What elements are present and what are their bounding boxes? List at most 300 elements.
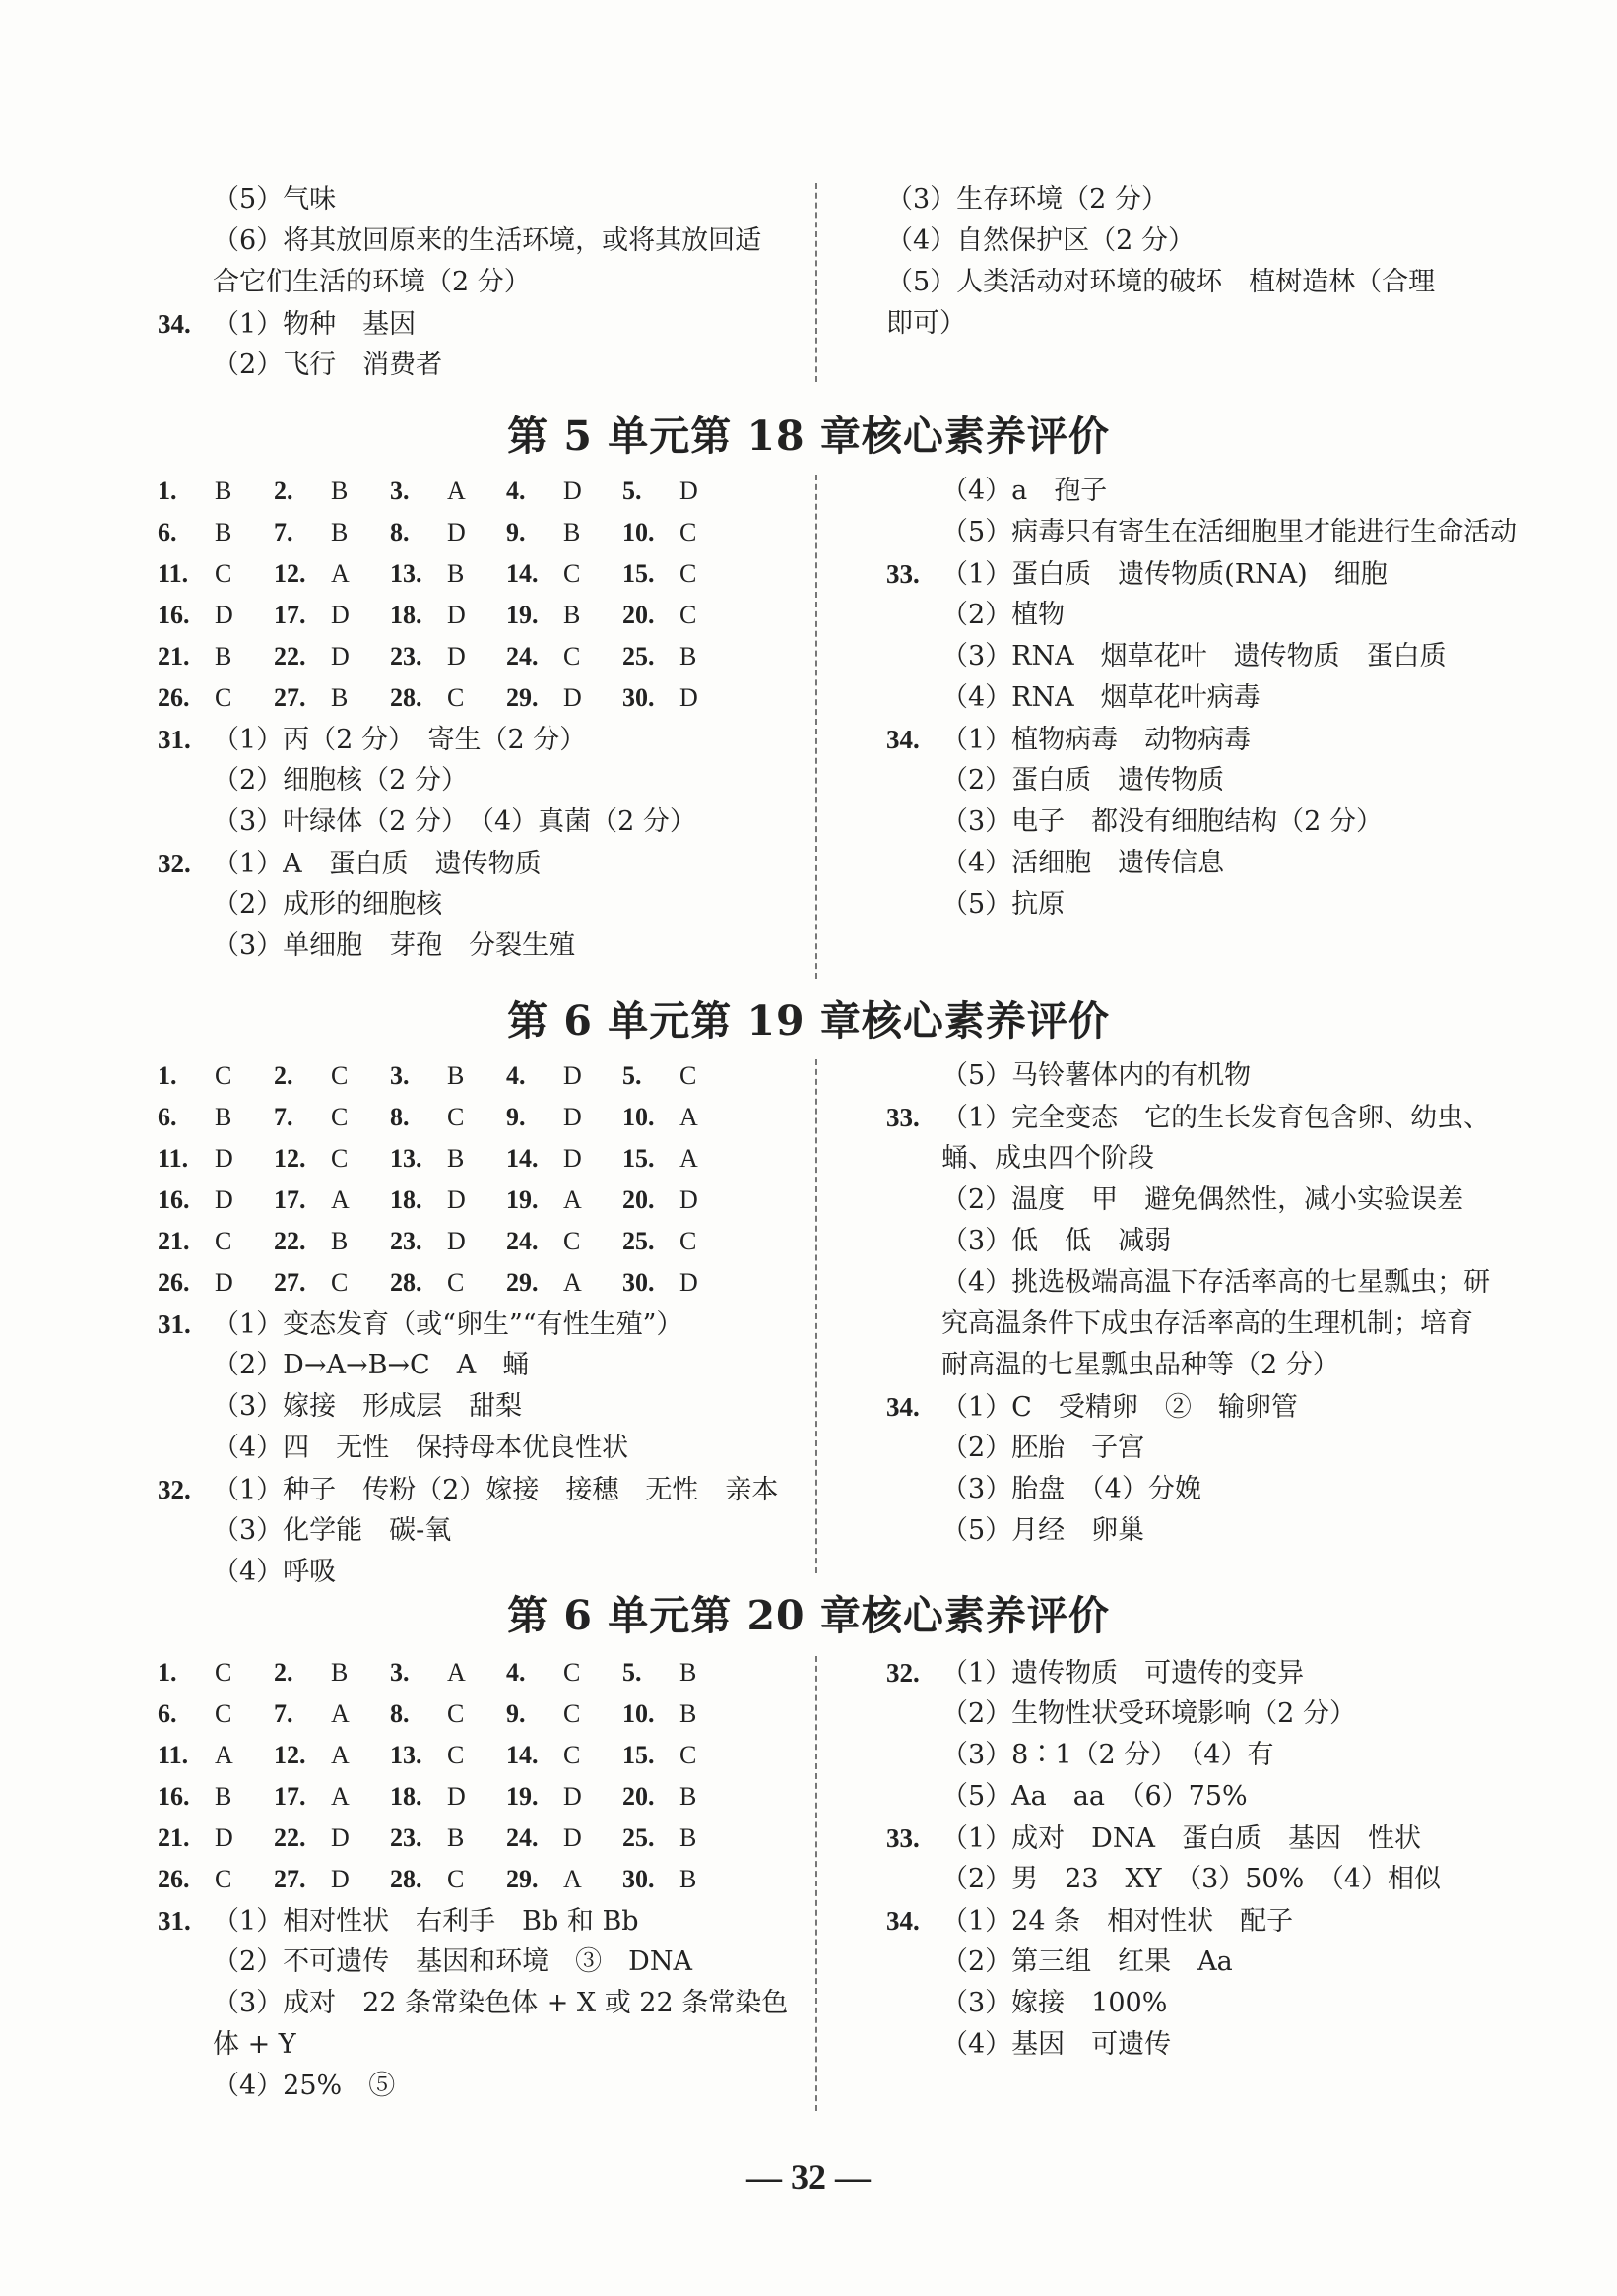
answer-text: （2）温度 甲 避免偶然性，减小实验误差 [941,1184,1464,1215]
mc-choice: B [331,518,349,546]
mc-question-number: 26. [158,683,190,712]
mc-choice: C [215,559,232,588]
answer-line [158,719,788,760]
question-number: 31. [158,1906,191,1936]
mc-row [158,636,788,677]
section-title-ch20: 第 6 单元第 20 章核心素养评价 [507,1592,1110,1639]
mc-question-number: 13. [390,1144,422,1173]
mc-answer [622,1097,739,1138]
mc-choice: C [331,1103,349,1131]
mc-choice: B [447,1144,465,1173]
mc-choice: B [679,1782,697,1811]
mc-question-number: 18. [390,1185,422,1214]
mc-choice: B [563,601,581,629]
mc-choice: D [563,477,582,505]
mc-answer [506,1859,622,1900]
section-ch20 [158,1652,1477,2115]
mc-question-number: 30. [622,1268,655,1297]
mc-answer [274,1180,390,1221]
mc-answer [158,1776,274,1818]
mc-question-number: 5. [622,477,642,505]
question-number: 32. [158,849,191,878]
answer-text: （5）病毒只有寄生在活细胞里才能进行生命活动 [941,517,1518,547]
mc-row [158,1735,788,1776]
answer-text: （1）丙（2 分） 寄生（2 分） [213,725,587,755]
mc-choice: C [679,1061,697,1090]
mc-choice: B [563,518,581,546]
answer-line [158,2066,788,2107]
mc-choice: B [679,1699,697,1728]
mc-question-number: 10. [622,1103,655,1131]
ch19-right-column [886,1055,1497,1552]
ch20-right-column [886,1652,1497,2066]
mc-choice: D [563,1144,582,1173]
mc-question-number: 8. [390,1699,410,1728]
mc-question-number: 24. [506,1823,539,1852]
answer-line [886,1859,1497,1900]
mc-choice: A [447,477,466,505]
mc-choice: D [215,1823,233,1852]
mc-choice: C [215,683,232,712]
mc-choice: D [215,601,233,629]
mc-question-number: 25. [622,1823,655,1852]
mc-choice: C [679,559,697,588]
answer-line [158,1983,788,2024]
answer-line [886,1345,1497,1386]
mc-choice: D [447,1782,466,1811]
answer-text: （3）胎盘 （4）分娩 [941,1474,1201,1504]
mc-question-number: 12. [274,1144,306,1173]
mc-question-number: 3. [390,1061,410,1090]
column-divider [815,475,817,979]
answer-line [886,1180,1497,1221]
mc-question-number: 19. [506,1782,539,1811]
mc-answer [274,1693,390,1735]
answer-line [158,1900,788,1942]
mc-question-number: 17. [274,601,306,629]
mc-answers [158,1055,788,1304]
answer-line [886,1428,1497,1469]
mc-choice: B [215,1782,232,1811]
answer-line [886,512,1518,553]
mc-choice: C [447,1699,465,1728]
answer-text: （1）植物病毒 动物病毒 [941,725,1252,755]
mc-row [158,595,788,636]
mc-choice: D [331,601,350,629]
mc-answer [622,1262,739,1304]
mc-answer [506,1818,622,1859]
mc-question-number: 28. [390,1268,422,1297]
section-ch19 [158,1055,1491,1587]
mc-question-number: 4. [506,477,526,505]
answer-line [886,843,1497,884]
answer-text: （3）叶绿体（2 分） （4）真菌（2 分） [213,806,696,837]
mc-choice: C [331,1061,349,1090]
mc-choice: C [215,1658,232,1687]
mc-question-number: 7. [274,1103,293,1131]
mc-choice: B [679,1658,697,1687]
answer-line [158,760,788,801]
mc-question-number: 8. [390,518,410,546]
mc-answer [390,1180,506,1221]
mc-question-number: 10. [622,1699,655,1728]
answer-line [158,1345,788,1386]
mc-question-number: 29. [506,1268,539,1297]
answer-text: （1）成对 DNA 蛋白质 基因 性状 [941,1823,1421,1854]
mc-choice: C [447,1741,465,1769]
answer-text: （1）24 条 相对性状 配子 [941,1906,1294,1937]
mc-question-number: 1. [158,477,177,505]
mc-answer [274,471,390,512]
answer-text: （2）生物性状受环境影响（2 分） [941,1698,1356,1729]
mc-answer [274,636,390,677]
answer-line [886,1983,1497,2024]
mc-choice: D [447,642,466,670]
answer-text: （3）嫁接 100% [941,1988,1168,2018]
mc-choice: C [563,1227,581,1255]
mc-answer [274,1652,390,1693]
mc-choice: C [215,1227,232,1255]
mc-question-number: 11. [158,559,189,588]
mc-question-number: 27. [274,683,306,712]
mc-choice: C [563,1658,581,1687]
mc-question-number: 6. [158,1103,177,1131]
mc-question-number: 14. [506,1741,539,1769]
answer-text: （1）种子 传粉（2）嫁接 接穗 无性 亲本 [213,1475,779,1505]
mc-answer [390,1221,506,1262]
answer-text: （5）马铃薯体内的有机物 [941,1060,1252,1091]
answer-text: （2）第三组 红果 Aa [941,1946,1233,1977]
mc-question-number: 23. [390,642,422,670]
answer-text: （1）完全变态 它的生长发育包含卵、幼虫、 [941,1103,1491,1133]
mc-answer [506,1693,622,1735]
mc-answer [390,1262,506,1304]
mc-question-number: 27. [274,1268,306,1297]
answer-text: （4）呼吸 [213,1557,337,1587]
mc-answer [390,512,506,553]
mc-answer [390,1735,506,1776]
mc-question-number: 26. [158,1865,190,1893]
mc-question-number: 8. [390,1103,410,1131]
mc-answer [506,595,622,636]
mc-question-number: 10. [622,518,655,546]
mc-choice: C [447,1865,465,1893]
answer-line [158,345,788,386]
answer-text: 耐高温的七星瓢虫品种等（2 分） [941,1350,1339,1380]
column-divider [815,1656,817,2111]
mc-choice: D [679,683,698,712]
mc-question-number: 20. [622,601,655,629]
mc-question-number: 17. [274,1782,306,1811]
mc-question-number: 15. [622,559,655,588]
mc-question-number: 9. [506,518,526,546]
mc-question-number: 24. [506,642,539,670]
mc-row [158,512,788,553]
mc-choice: C [447,1103,465,1131]
mc-question-number: 29. [506,1865,539,1893]
answer-text: （5）抗原 [941,889,1066,920]
answer-line [886,1386,1497,1428]
mc-question-number: 20. [622,1782,655,1811]
ch20-left-column [158,1652,788,2107]
mc-answer [158,553,274,595]
answer-text: （3）RNA 烟草花叶 遗传物质 蛋白质 [941,641,1447,671]
mc-answer [158,1097,274,1138]
answer-line [158,1304,788,1345]
mc-answer [274,1859,390,1900]
mc-answer [506,1055,622,1097]
mc-choice: C [679,601,697,629]
mc-answer [390,1859,506,1900]
mc-answer [158,595,274,636]
mc-question-number: 2. [274,1658,293,1687]
mc-answer [274,1262,390,1304]
answer-line [158,925,788,967]
mc-answer [390,677,506,719]
mc-answer [390,1818,506,1859]
mc-answer [158,512,274,553]
mc-answer [506,1652,622,1693]
mc-question-number: 12. [274,559,306,588]
mc-choice: D [563,1103,582,1131]
mc-choice: A [447,1658,466,1687]
answer-line [886,1138,1497,1180]
mc-answer [274,1097,390,1138]
mc-answer [506,1221,622,1262]
mc-choice: C [563,642,581,670]
mc-answer [622,1221,739,1262]
answer-text: （2）胚胎 子宫 [941,1433,1145,1463]
mc-answer [622,1818,739,1859]
question-number: 33. [886,1823,920,1853]
mc-row [158,1818,788,1859]
mc-answer [622,1776,739,1818]
answer-text: （1）相对性状 右利手 Bb 和 Bb [213,1906,639,1937]
mc-answer [274,1776,390,1818]
mc-question-number: 14. [506,1144,539,1173]
mc-choice: B [679,1823,697,1852]
mc-choice: D [215,1185,233,1214]
answer-line [886,221,1497,262]
mc-answer [506,471,622,512]
mc-answer [158,1859,274,1900]
mc-choice: A [215,1741,233,1769]
answer-line [886,1262,1497,1304]
question-number: 31. [158,1309,191,1339]
mc-row [158,1262,788,1304]
question-number: 34. [886,1906,920,1936]
mc-question-number: 16. [158,1185,190,1214]
section-title-ch19: 第 6 单元第 19 章核心素养评价 [507,997,1110,1045]
mc-choice: B [215,1103,232,1131]
question-number: 34. [886,1392,920,1422]
answer-text: （5）Aa aa （6）75% [941,1781,1248,1812]
answer-line [886,1304,1497,1345]
mc-question-number: 19. [506,601,539,629]
mc-choice: A [331,1699,350,1728]
mc-answer [622,1055,739,1097]
mc-answer [390,1693,506,1735]
answer-text: （2）D→A→B→C A 蛹 [213,1350,530,1380]
mc-choice: B [447,1823,465,1852]
answer-text: （4）活细胞 遗传信息 [941,848,1225,878]
mc-question-number: 11. [158,1741,189,1769]
mc-question-number: 11. [158,1144,189,1173]
mc-choice: A [679,1144,698,1173]
answer-text: （2）细胞核（2 分） [213,765,468,796]
answer-line [158,262,788,303]
answer-text: 即可） [886,308,966,339]
mc-question-number: 5. [622,1658,642,1687]
mc-answer [390,553,506,595]
mc-choice: C [447,1268,465,1297]
mc-choice: D [331,1865,350,1893]
mc-choice: C [331,1144,349,1173]
section-ch18 [158,471,1518,983]
mc-choice: B [447,559,465,588]
question-number: 32. [886,1658,920,1688]
mc-choice: C [215,1061,232,1090]
mc-answer [390,1097,506,1138]
mc-answer [506,1180,622,1221]
mc-answer [622,1859,739,1900]
mc-row [158,1221,788,1262]
mc-question-number: 26. [158,1268,190,1297]
answer-line [886,760,1497,801]
answer-text: （3）低 低 减弱 [941,1226,1172,1256]
mc-choice: D [563,683,582,712]
mc-question-number: 29. [506,683,539,712]
mc-answer [390,1055,506,1097]
mc-answer [506,512,622,553]
answer-line [886,179,1497,221]
mc-row [158,471,788,512]
answer-text: （4）基因 可遗传 [941,2029,1172,2060]
mc-choice: A [563,1185,582,1214]
answer-line [886,1776,1497,1818]
answer-text: （5）月经 卵巢 [941,1515,1145,1546]
answer-text: （1）变态发育（或“卵生”“有性生殖”） [213,1309,683,1340]
answer-text: （5）气味 [213,184,337,215]
mc-answer [274,1735,390,1776]
mc-choice: A [563,1865,582,1893]
mc-row [158,1859,788,1900]
mc-question-number: 22. [274,1823,306,1852]
answer-text: 蛹、成虫四个阶段 [941,1143,1154,1174]
answer-line [886,884,1497,925]
mc-question-number: 1. [158,1658,177,1687]
mc-answer [158,1221,274,1262]
answer-text: （3）电子 都没有细胞结构（2 分） [941,806,1383,837]
mc-question-number: 7. [274,1699,293,1728]
answer-text: （1）A 蛋白质 遗传物质 [213,849,542,879]
answer-line [158,884,788,925]
answer-line [886,1818,1497,1859]
question-number: 31. [158,725,191,754]
mc-answer [390,636,506,677]
mc-question-number: 6. [158,1699,177,1728]
mc-row [158,553,788,595]
mc-answer [158,1180,274,1221]
mc-choice: A [563,1268,582,1297]
answer-text: （2）飞行 消费者 [213,350,443,380]
mc-choice: C [679,518,697,546]
answer-text: （3）生存环境（2 分） [886,184,1168,215]
answer-text: （5）人类活动对环境的破坏 植树造林（合理 [886,267,1436,297]
mc-choice: D [679,1185,698,1214]
mc-choice: D [447,518,466,546]
mc-choice: D [215,1268,233,1297]
mc-question-number: 23. [390,1227,422,1255]
answer-line [886,801,1497,843]
answer-line [886,595,1497,636]
mc-question-number: 22. [274,1227,306,1255]
question-number: 33. [886,559,920,589]
mc-question-number: 1. [158,1061,177,1090]
answer-line [158,801,788,843]
mc-choice: A [331,1741,350,1769]
mc-choice: A [331,559,350,588]
mc-answer [158,1735,274,1776]
mc-choice: D [563,1782,582,1811]
mc-answer [622,512,739,553]
mc-choice: B [679,1865,697,1893]
mc-choice: C [215,1699,232,1728]
mc-question-number: 2. [274,477,293,505]
mc-choice: A [679,1103,698,1131]
mc-choice: D [679,1268,698,1297]
mc-choice: A [331,1782,350,1811]
mc-answer [622,677,739,719]
mc-answer [158,636,274,677]
mc-question-number: 30. [622,683,655,712]
answer-line [158,2024,788,2066]
answer-text: （3）8∶1（2 分） （4）有 [941,1740,1274,1770]
mc-answer [390,1138,506,1180]
mc-choice: D [447,1185,466,1214]
mc-choice: D [447,601,466,629]
mc-choice: D [215,1144,233,1173]
mc-question-number: 21. [158,1823,190,1852]
answer-text: （2）不可遗传 基因和环境 ③ DNA [213,1946,692,1977]
continued-answers [158,179,1477,386]
mc-choice: D [679,477,698,505]
ch18-left-column [158,471,788,967]
answer-text: （1）蛋白质 遗传物质(RNA) 细胞 [941,559,1388,590]
mc-question-number: 12. [274,1741,306,1769]
ch18-right-column [886,471,1518,925]
mc-answer [274,512,390,553]
answer-text: （2）男 23 XY （3）50% （4）相似 [941,1864,1441,1894]
answer-line [158,1510,788,1552]
mc-answer [622,636,739,677]
mc-row [158,1097,788,1138]
answer-text: （3）化学能 碳-氧 [213,1515,452,1546]
answer-text: （4）自然保护区（2 分） [886,225,1195,256]
mc-choice: B [331,1227,349,1255]
answer-line [886,471,1497,512]
mc-row [158,1138,788,1180]
mc-answer [506,1735,622,1776]
mc-question-number: 16. [158,601,190,629]
mc-choice: B [331,477,349,505]
answer-line [886,2024,1497,2066]
mc-answer [158,677,274,719]
mc-row [158,1180,788,1221]
answer-text: （3）单细胞 芽孢 分裂生殖 [213,930,576,961]
answer-text: （2）植物 [941,600,1066,630]
answer-text: （1）物种 基因 [213,309,417,340]
